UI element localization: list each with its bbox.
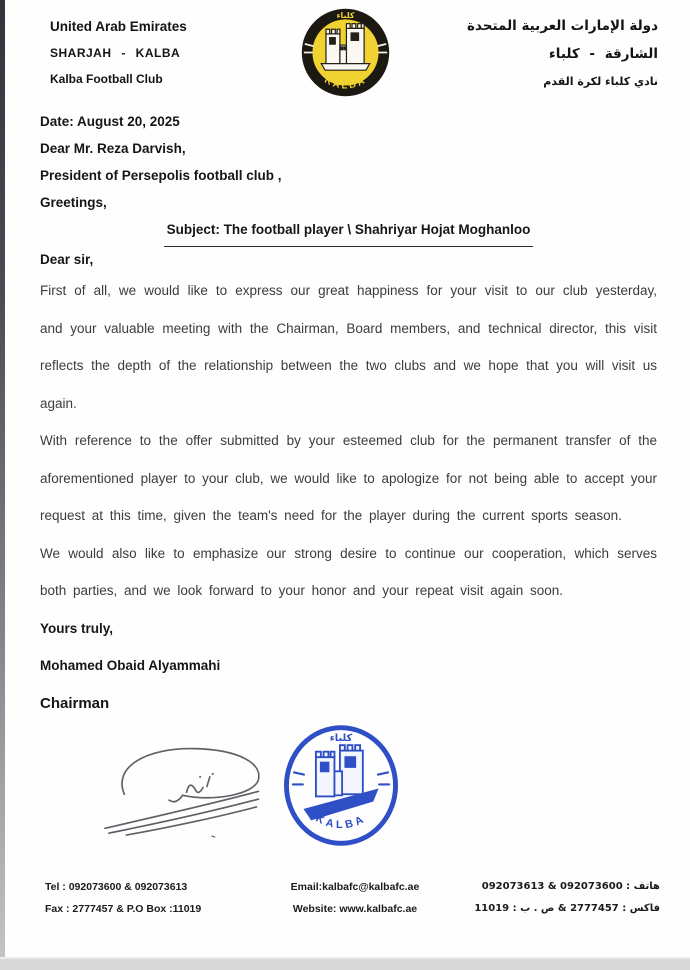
stamp-kalba-text: KALBA [313, 812, 369, 832]
footer-contacts-arabic [450, 876, 660, 920]
country-name-arabic: دولة الإمارات العربية المتحدة [467, 18, 658, 34]
letter-footer [45, 876, 660, 920]
club-name-arabic: نادي كلباء لكرة القدم [543, 75, 658, 88]
footer-fax-pobox: Fax : 2777457 & P.O Box :11019 [45, 903, 202, 915]
signatory-title: Chairman [40, 694, 110, 712]
paragraph-1: First of all, we would like to express our great happiness for your visit to our club yesterday, and your valuable meeting with the Chairman, Board members, and technical director, this visit reflects the depth of the relationship between the two clubs and we hope that you will visit us again. [40, 283, 657, 411]
letterhead-arabic [467, 12, 658, 96]
date-line: Date: August 20, 2025 [40, 114, 180, 129]
footer-contacts-english [45, 876, 260, 920]
footer-tel: Tel : 092073600 & 092073613 [45, 881, 188, 893]
closing-line: Yours truly, [40, 620, 114, 636]
svg-text:KALBA [314, 813, 369, 832]
footer-fax-pobox-arabic: فاكس : 2777457 & ص . ب : 11019 [474, 903, 660, 914]
kalba-club-stamp-icon [281, 722, 401, 849]
signatory-name: Mohamed Obaid Alyammahi [40, 658, 221, 673]
footer-contacts-web [260, 876, 450, 920]
stamp-arabic-text: كلباء [329, 732, 353, 744]
emirate-city-name: SHARJAH - KALBA [50, 46, 181, 60]
kalba-club-crest-icon [299, 6, 392, 99]
footer-tel-arabic: هاتف : 092073600 & 092073613 [481, 881, 660, 892]
recipient-line: Dear Mr. Reza Darvish, [40, 141, 186, 156]
subject-text: Subject: The football player \ Shahriyar Hojat Moghanloo [164, 216, 534, 247]
crest-arabic-text: كلباء [336, 11, 355, 21]
letter-body [40, 108, 657, 723]
greeting-line: Greetings, [40, 195, 107, 210]
footer-email: Email:kalbafc@kalbafc.ae [290, 881, 420, 893]
emirate-city-name-arabic: الشارقة - كلباء [548, 46, 658, 62]
subject-line [40, 216, 657, 247]
footer-website: Website: www.kalbafc.ae [292, 903, 418, 915]
crest-kalba-text: KALBA [322, 74, 369, 92]
scan-edge-bottom [0, 957, 690, 970]
salutation-line: Dear sir, [40, 252, 94, 267]
club-name: Kalba Football Club [50, 72, 163, 86]
paragraph-3: We would also like to emphasize our strong desire to continue our cooperation, which serves both parties, and we look forward to your honor and your repeat visit again soon. [40, 545, 657, 598]
recipient-title-line: President of Persepolis football club , [40, 168, 282, 183]
scan-edge-left [0, 0, 5, 970]
letterhead-english [50, 14, 187, 92]
country-name: United Arab Emirates [50, 19, 187, 34]
chairman-signature-icon [95, 736, 280, 838]
paragraph-2: With reference to the offer submitted by your esteemed club for the permanent transfer of the aforementioned player to your club, we would like to apologize for not being able to accept your request at this time, given the team's need for the player during the current sports season. [40, 433, 657, 523]
